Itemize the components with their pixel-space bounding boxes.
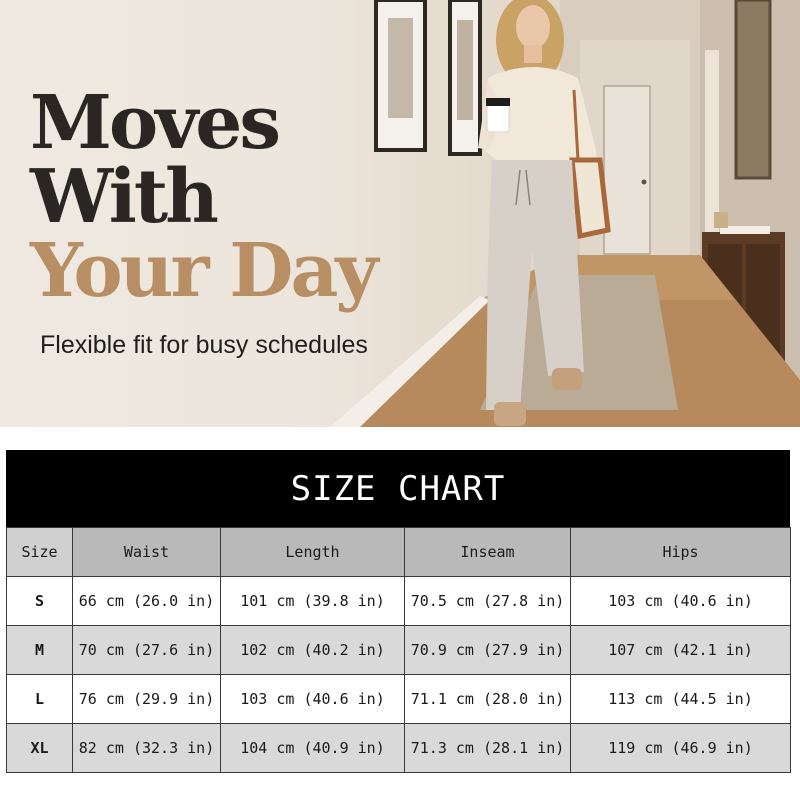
column-header-hips: Hips [571,528,791,577]
size-table [6,527,791,773]
waist-cell: 66 cm (26.0 in) [73,577,221,626]
inseam-cell: 70.9 cm (27.9 in) [405,626,571,675]
tote-bag [572,160,608,236]
hero-headline [30,80,376,314]
inseam-cell: 70.5 cm (27.8 in) [405,577,571,626]
length-cell: 104 cm (40.9 in) [221,724,405,773]
headline-line-3: Your Day [30,228,376,314]
inseam-cell: 71.3 cm (28.1 in) [405,724,571,773]
waist-cell: 70 cm (27.6 in) [73,626,221,675]
size-chart-title: SIZE CHART [290,468,506,509]
column-header-waist: Waist [73,528,221,577]
table-row [7,577,791,626]
table-row [7,724,791,773]
length-cell: 102 cm (40.2 in) [221,626,405,675]
size-chart-header [6,450,790,527]
size-chart [6,450,790,776]
column-header-length: Length [221,528,405,577]
hips-cell: 119 cm (46.9 in) [571,724,791,773]
headline-line-1: Moves [30,80,279,166]
wall-art-right [736,0,770,178]
size-cell: L [7,675,73,724]
waist-cell: 82 cm (32.3 in) [73,724,221,773]
table-row [7,626,791,675]
column-header-inseam: Inseam [405,528,571,577]
door [604,86,650,254]
length-cell: 103 cm (40.6 in) [221,675,405,724]
hips-cell: 103 cm (40.6 in) [571,577,791,626]
size-cell: M [7,626,73,675]
hero-subheadline: Flexible fit for busy schedules [40,331,368,359]
size-cell: S [7,577,73,626]
column-header-size: Size [7,528,73,577]
hips-cell: 107 cm (42.1 in) [571,626,791,675]
inseam-cell: 71.1 cm (28.0 in) [405,675,571,724]
length-cell: 101 cm (39.8 in) [221,577,405,626]
headline-line-2: With [30,154,216,240]
hips-cell: 113 cm (44.5 in) [571,675,791,724]
size-table-header-row [7,528,791,577]
size-cell: XL [7,724,73,773]
table-row [7,675,791,724]
waist-cell: 76 cm (29.9 in) [73,675,221,724]
